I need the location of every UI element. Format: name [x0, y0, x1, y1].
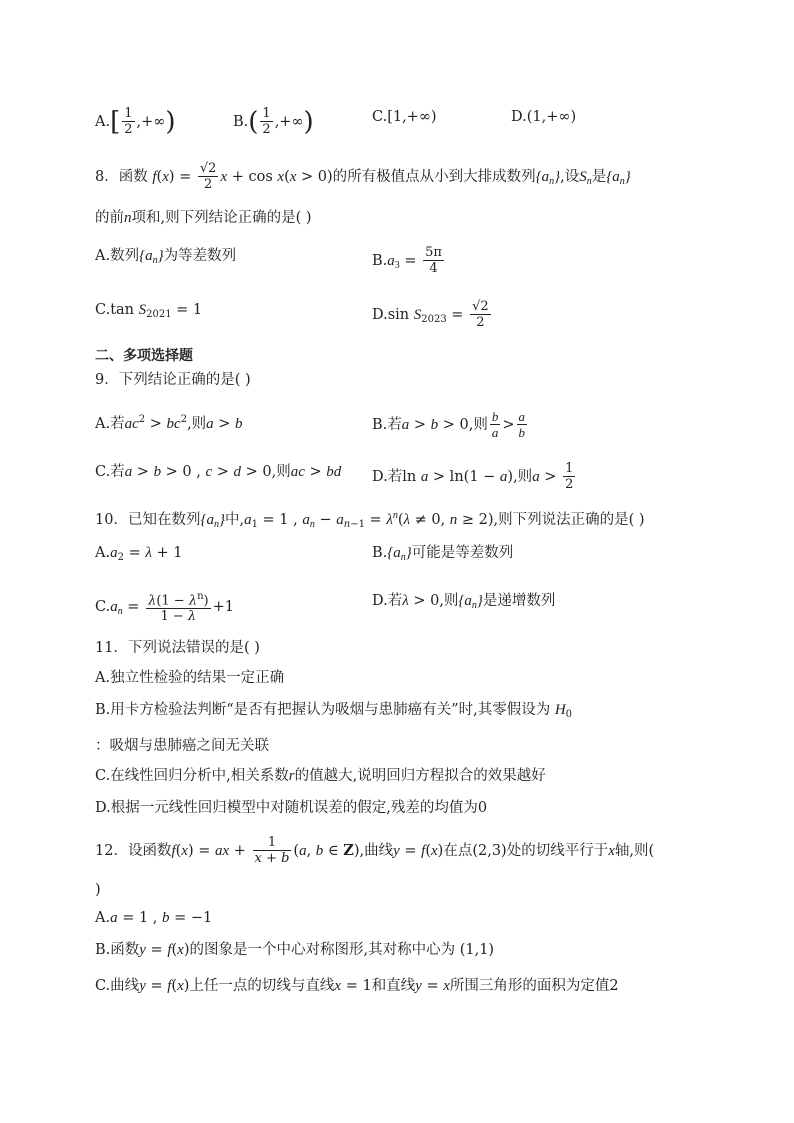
fraction: $\frac{\lambda(1 - \lambda^n)}{1 - \lambda}$: [148, 591, 209, 625]
option-text: 的图象是一个中心对称图形,其对称中心为: [189, 942, 456, 958]
option-label: D.若: [372, 593, 403, 609]
option-text: 为等差数列: [163, 248, 237, 264]
q11-option-c: C.在线性回归分析中,相关系数r的值越大,说明回归方程拟合的效果越好: [95, 768, 546, 784]
q12-option-c: C.曲线y = f(x)上任一点的切线与直线x = 1和直线y = x所围三角形的面积为定值2: [95, 978, 619, 994]
stem-text: 在点: [443, 843, 473, 859]
option-text: ,则: [439, 593, 459, 609]
option-label: C.: [372, 109, 388, 125]
option-label: A.若: [95, 415, 125, 432]
q8-stem-line1: 8．函数 f(x) = $\frac{√2}{2}$ x + cos x(x > 0)的所有极值点从小到大排成数列$\{a_n\}$,设$S_n$是$\{a_n\}$: [95, 161, 631, 192]
option-label: B.若: [372, 417, 402, 433]
q12-stem-line1: 12．设函数f(x) = ax + $\frac{1}{x + b}$ (a, b ∈ Z),曲线y = f(x)在点(2,3)处的切线平行于x轴,则(: [95, 835, 655, 866]
math-symbol: ): [165, 107, 176, 137]
q10-option-c: $C.a_n$ = $\frac{\lambda(1 - \lambda^n)}{1 - \lambda}$ +1: [95, 591, 234, 625]
q12-option-a: A.a = 1 , b = −1: [95, 910, 213, 926]
option-text: B.函数: [95, 942, 140, 958]
option-label: B.: [372, 253, 388, 269]
stem-text: 中,: [224, 512, 245, 528]
q9-option-c: C.若a > b > 0 , c > d > 0,则ac > bd: [95, 464, 342, 480]
question-number: 12．: [95, 843, 128, 859]
option-label: D.: [511, 109, 527, 125]
option-text: ,则: [513, 469, 533, 485]
q10-option-d: D.若λ > 0,则$\{a_n\}$是递增数列: [372, 593, 556, 611]
stem-text: 已知在数列: [127, 512, 201, 528]
option-label: A.: [95, 545, 111, 561]
math-expression: [1,+∞): [387, 109, 437, 125]
option-text: C.在线性回归分析中,相关系数: [95, 768, 289, 784]
math-expression: $\{a_n\}$: [535, 169, 561, 187]
math-symbol: (: [248, 107, 259, 137]
stem-text: 处的切线平行于: [506, 843, 609, 859]
stem-text: 的所有极值点从小到大排成数列: [332, 169, 536, 185]
stem-text: ,曲线: [359, 843, 394, 859]
option-label: B.: [372, 545, 388, 561]
stem-text: 设函数: [127, 843, 172, 859]
q8-stem-line2: 的前n项和,则下列结论正确的是( ): [95, 210, 312, 226]
stem-text: 项和,则下列结论正确的是( ): [131, 210, 312, 226]
fraction: $\frac{1}{2}$: [124, 106, 133, 137]
option-text: C.曲线: [95, 978, 140, 994]
option-label: C.: [95, 599, 111, 616]
fraction: $\frac{a}{b}$: [518, 409, 525, 440]
fraction: $\frac{1}{2}$: [565, 461, 574, 492]
q12-stem-close: ): [95, 882, 101, 898]
q8-option-c: C.tan $S_{2021} = 1$: [95, 302, 203, 320]
fraction: $\frac{√2}{2}$: [472, 299, 489, 330]
q9-stem: 9．下列结论正确的是( ): [95, 372, 251, 388]
stem-text: 的前: [95, 210, 124, 226]
option-label: C.若: [95, 464, 125, 480]
option-text: ,则: [187, 415, 207, 432]
math-symbol: ): [303, 107, 314, 137]
q10-stem: 10．已知在数列$\{a_n\}$中$,a_1 = 1$ , $a_n - a_{n-1} = \lambda^n(\lambda \ne 0$, n ≥ 2),则下列说法正确的是( ): [95, 510, 645, 530]
q11-stem: 11．下列说法错误的是( ): [95, 640, 260, 656]
option-text: 的值越大,说明回归方程拟合的效果越好: [294, 768, 546, 784]
q7-option-c: [372, 107, 437, 127]
fraction: $\frac{√2}{2}$: [199, 161, 217, 192]
option-label: D.: [372, 307, 388, 323]
q8-option-b: $B.a_3$ = $\frac{5\pi}{4}$: [372, 245, 442, 276]
option-text: 和直线: [371, 978, 416, 994]
q9-option-d: D.若ln a > ln(1 − a),则a > $\frac{1}{2}$: [372, 461, 574, 492]
option-text: 可能是等差数列: [411, 545, 514, 561]
option-text: 上任一点的切线与直线: [189, 978, 335, 994]
question-number: 10．: [95, 512, 128, 528]
math-expression: $\{a_n\}$: [606, 169, 631, 187]
q9-option-b: B.若a > b > 0,则 $\frac{b}{a}$ > $\frac{a}{b}$: [372, 409, 525, 440]
q11-option-b-cont: ：吸烟与患肺癌之间无关联: [95, 738, 269, 754]
q11-option-a: A.独立性检验的结果一定正确: [95, 670, 285, 686]
option-text: ,则: [271, 464, 291, 480]
q7-option-a: A.[ $\frac{1}{2}$ ,+∞): [95, 106, 176, 137]
fraction: $\frac{1}{2}$: [262, 106, 271, 137]
option-label: D.若: [372, 469, 403, 485]
q10-option-a: $A.a_2 = \lambda + 1$: [95, 545, 183, 563]
math-expression: $S_n$: [579, 169, 592, 187]
q11-option-d: D.根据一元线性回归模型中对随机误差的假定,残差的均值为0: [95, 800, 488, 816]
stem-text: 轴,则(: [614, 843, 655, 859]
math-symbol: [: [110, 107, 121, 137]
stem-text: ,设: [560, 169, 580, 185]
fraction: $\frac{b}{a}$: [491, 409, 499, 440]
q7-option-b: B.( $\frac{1}{2}$ ,+∞): [233, 106, 314, 137]
option-label: B.: [233, 114, 249, 130]
q8-option-d: D.sin $S_{2023}$ = $\frac{√2}{2}$: [372, 299, 489, 330]
fraction: $\frac{5\pi}{4}$: [425, 245, 442, 276]
option-label: C.: [95, 302, 111, 318]
fraction: $\frac{1}{x + b}$: [254, 835, 290, 866]
q12-option-b: B.函数y = f(x)的图象是一个中心对称图形,其对称中心为 (1,1): [95, 942, 495, 958]
q7-option-d: [511, 107, 576, 127]
section-heading: 二、多项选择题: [95, 348, 193, 364]
stem-text: 函数: [118, 169, 148, 185]
math-expression: (1,+∞): [526, 109, 577, 125]
stem-text: ,则下列说法正确的是( ): [493, 512, 645, 528]
option-text: B.用卡方检验法判断“是否有把握认为吸烟与患肺癌有关”时,其零假设为: [95, 702, 551, 718]
option-text: ,则: [468, 417, 488, 433]
option-label: A.: [95, 114, 111, 130]
q9-option-a: A.若$ac^2 > bc^2$,则a > b: [95, 414, 243, 432]
q11-option-b: B.用卡方检验法判断“是否有把握认为吸烟与患肺癌有关”时,其零假设为 $H_0$: [95, 702, 573, 720]
question-number: 8．: [95, 169, 119, 185]
stem-text: 是: [591, 169, 607, 185]
option-text: 是递增数列: [482, 593, 556, 609]
math-expression: f: [152, 169, 157, 185]
option-label: A.数列: [95, 248, 140, 264]
q8-option-a: A.数列$\{a_n\}$为等差数列: [95, 248, 237, 266]
option-text: 所围三角形的面积为定值2: [449, 978, 619, 994]
option-label: A.: [95, 910, 111, 926]
q10-option-b: $B.\{a_n\}$可能是等差数列: [372, 545, 514, 563]
